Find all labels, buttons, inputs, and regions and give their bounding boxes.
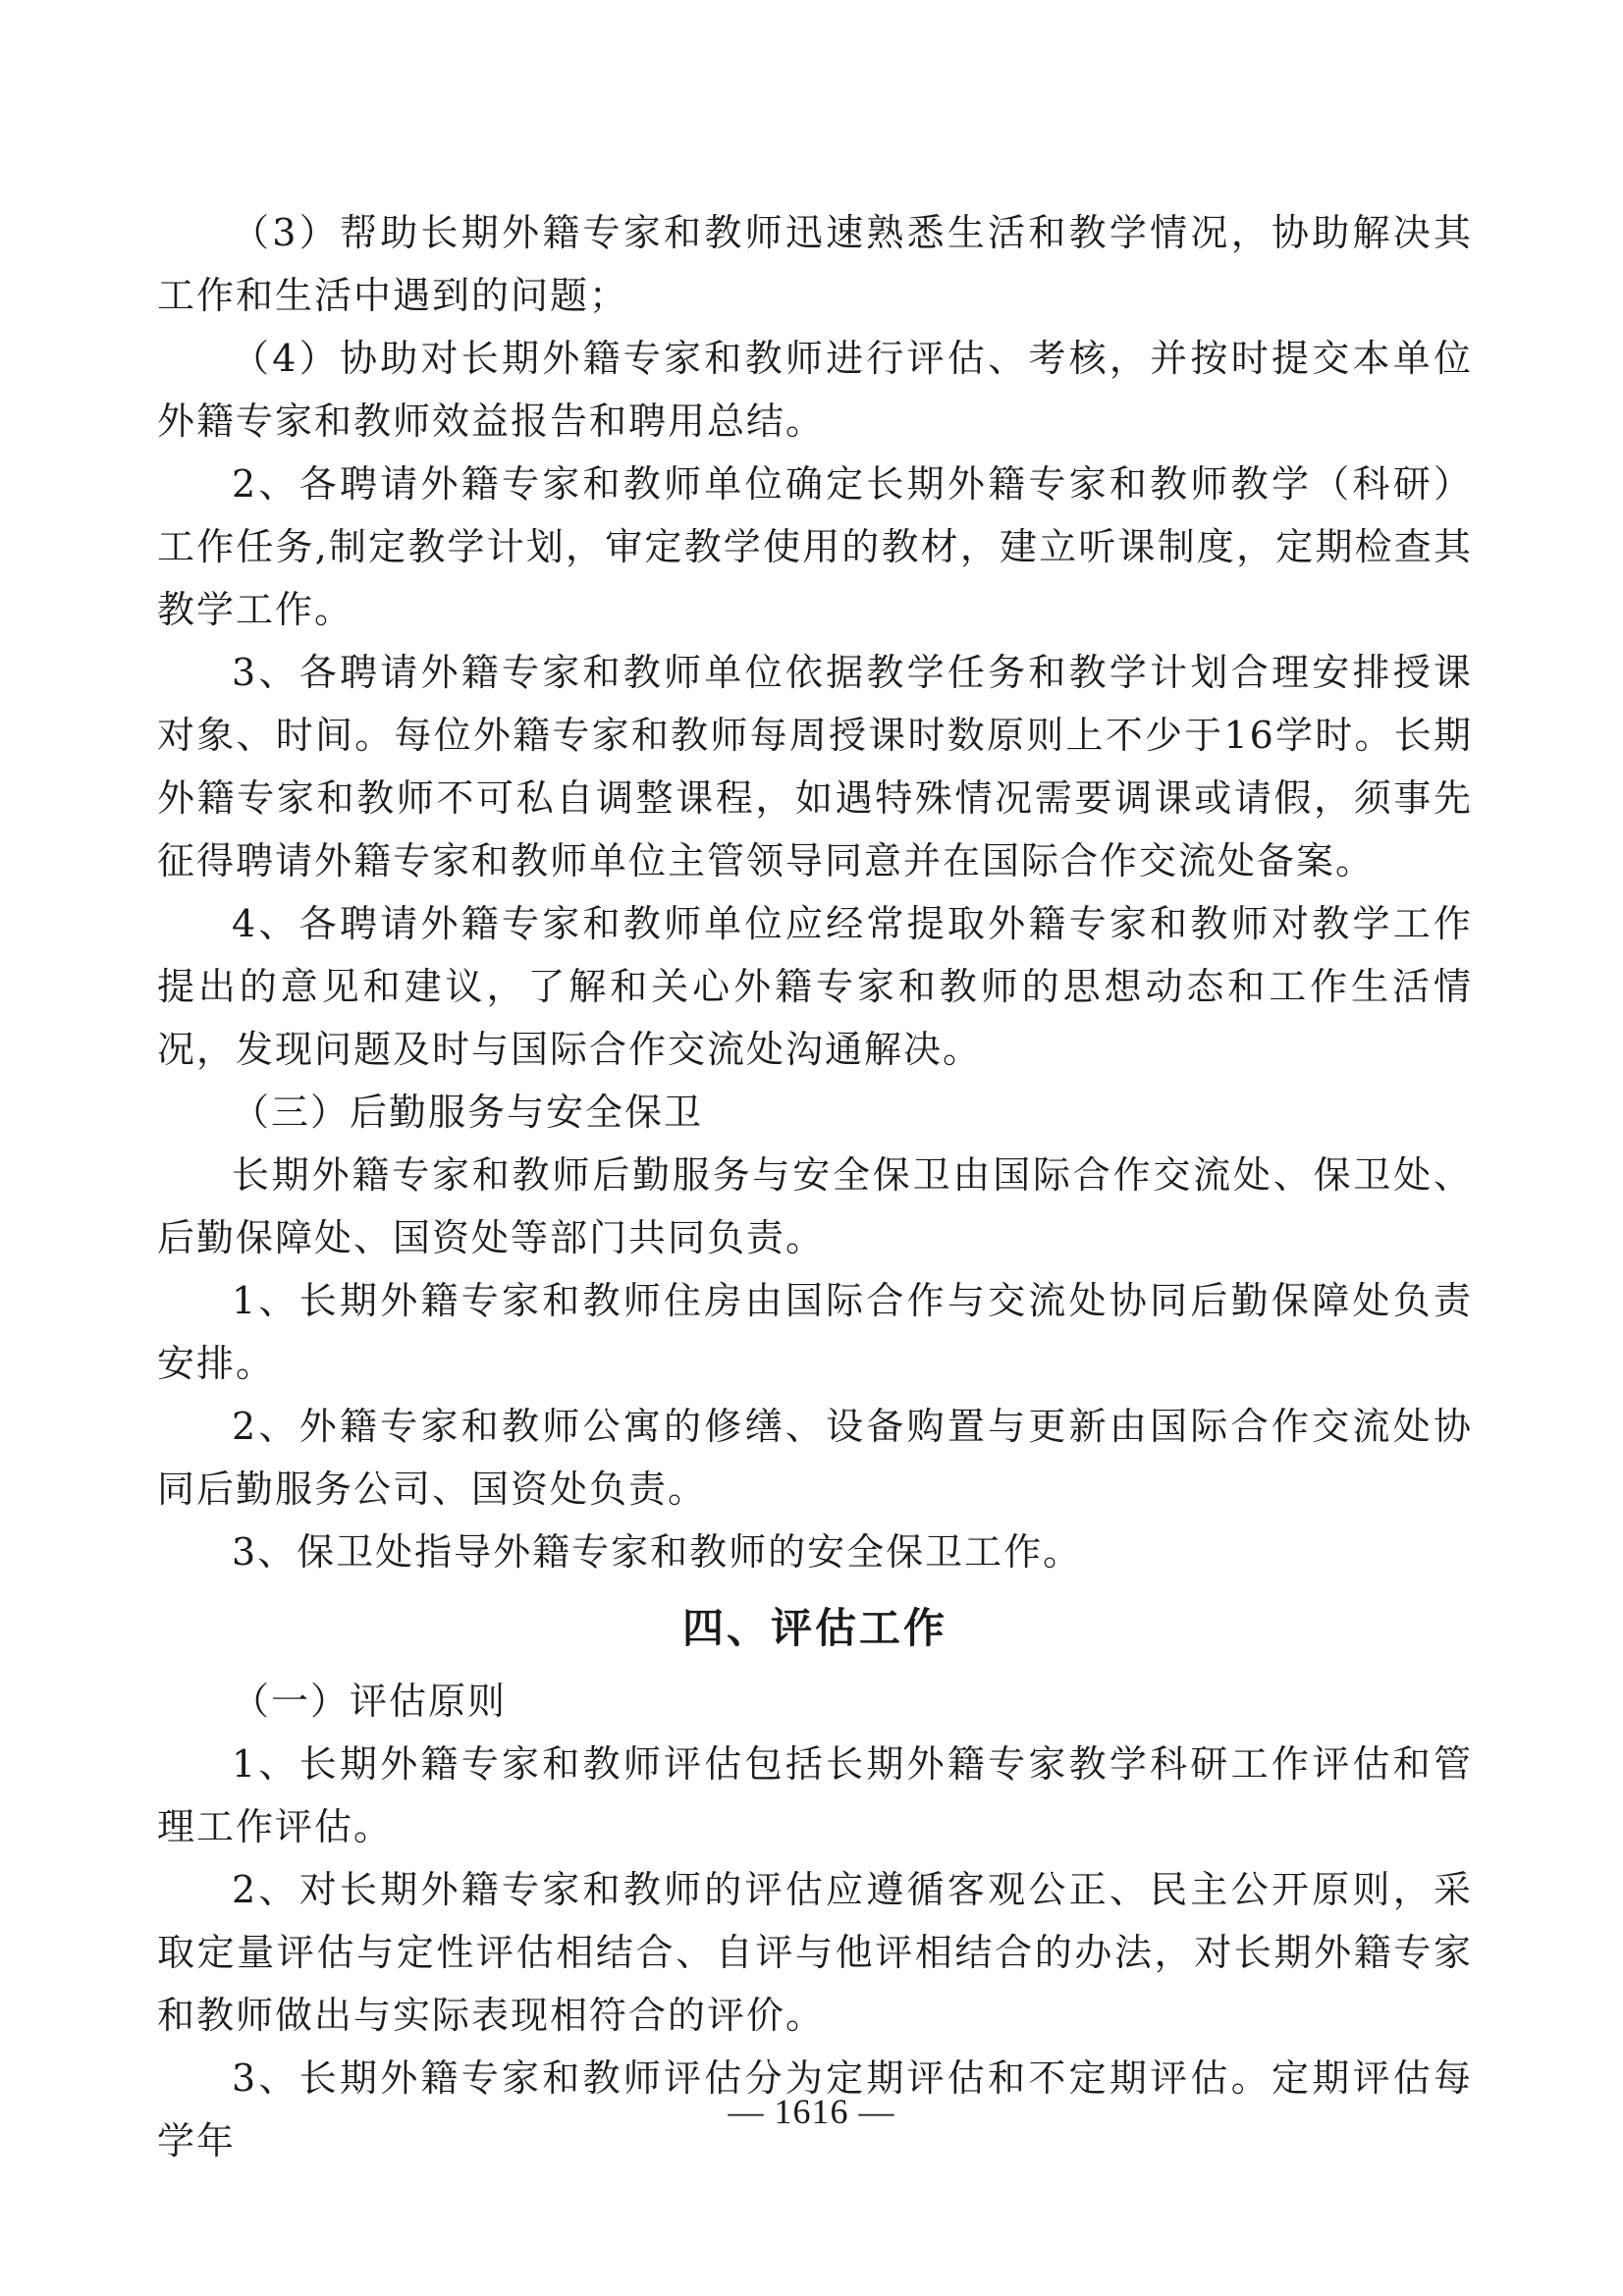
paragraph: 1、长期外籍专家和教师评估包括长期外籍专家教学科研工作评估和管理工作评估。 [157, 1742, 1473, 1848]
paragraph: 2、各聘请外籍专家和教师单位确定长期外籍专家和教师教学（科研）工作任务,制定教学计划，审定教学使用的教材，建立听课制度，定期检查其教学工作。 [157, 462, 1473, 631]
paragraph: （4）协助对长期外籍专家和教师进行评估、考核，并按时提交本单位外籍专家和教师效益报告和聘用总结。 [157, 337, 1473, 443]
section-heading: 四、评估工作 [681, 1604, 947, 1652]
paragraph: （3）帮助长期外籍专家和教师迅速熟悉生活和教学情况，协助解决其工作和生活中遇到的问题； [157, 211, 1473, 317]
page-number: — 1616 — [728, 2092, 895, 2131]
paragraph: 3、长期外籍专家和教师评估分为定期评估和不定期评估。定期评估每学年 [157, 2056, 1473, 2163]
paragraph: 1、长期外籍专家和教师住房由国际合作与交流处协同后勤保障处负责安排。 [157, 1279, 1473, 1385]
paragraph: 2、外籍专家和教师公寓的修缮、设备购置与更新由国际合作交流处协同后勤服务公司、国资处负责。 [157, 1405, 1473, 1511]
document-body [157, 201, 1473, 2172]
subsection-title: （一）评估原则 [232, 1680, 508, 1723]
paragraph: 3、各聘请外籍专家和教师单位依据教学任务和教学计划合理安排授课对象、时间。每位外籍专家和教师每周授课时数原则上不少于16学时。长期外籍专家和教师不可私自调整课程，如遇特殊情况需要调课或请假，须事先征得聘请外籍专家和教师单位主管领导同意并在国际合作交流处备案。 [157, 651, 1473, 882]
paragraph: 2、对长期外籍专家和教师的评估应遵循客观公正、民主公开原则，采取定量评估与定性评估相结合、自评与他评相结合的办法，对长期外籍专家和教师做出与实际表现相符合的评价。 [157, 1868, 1473, 2037]
subsection-title: （三）后勤服务与安全保卫 [232, 1091, 704, 1134]
paragraph: 3、保卫处指导外籍专家和教师的安全保卫工作。 [232, 1530, 1083, 1574]
paragraph: 长期外籍专家和教师后勤服务与安全保卫由国际合作交流处、保卫处、后勤保障处、国资处等部门共同负责。 [157, 1153, 1473, 1259]
paragraph: 4、各聘请外籍专家和教师单位应经常提取外籍专家和教师对教学工作提出的意见和建议，了解和关心外籍专家和教师的思想动态和工作生活情况，发现问题及时与国际合作交流处沟通解决。 [157, 902, 1473, 1071]
